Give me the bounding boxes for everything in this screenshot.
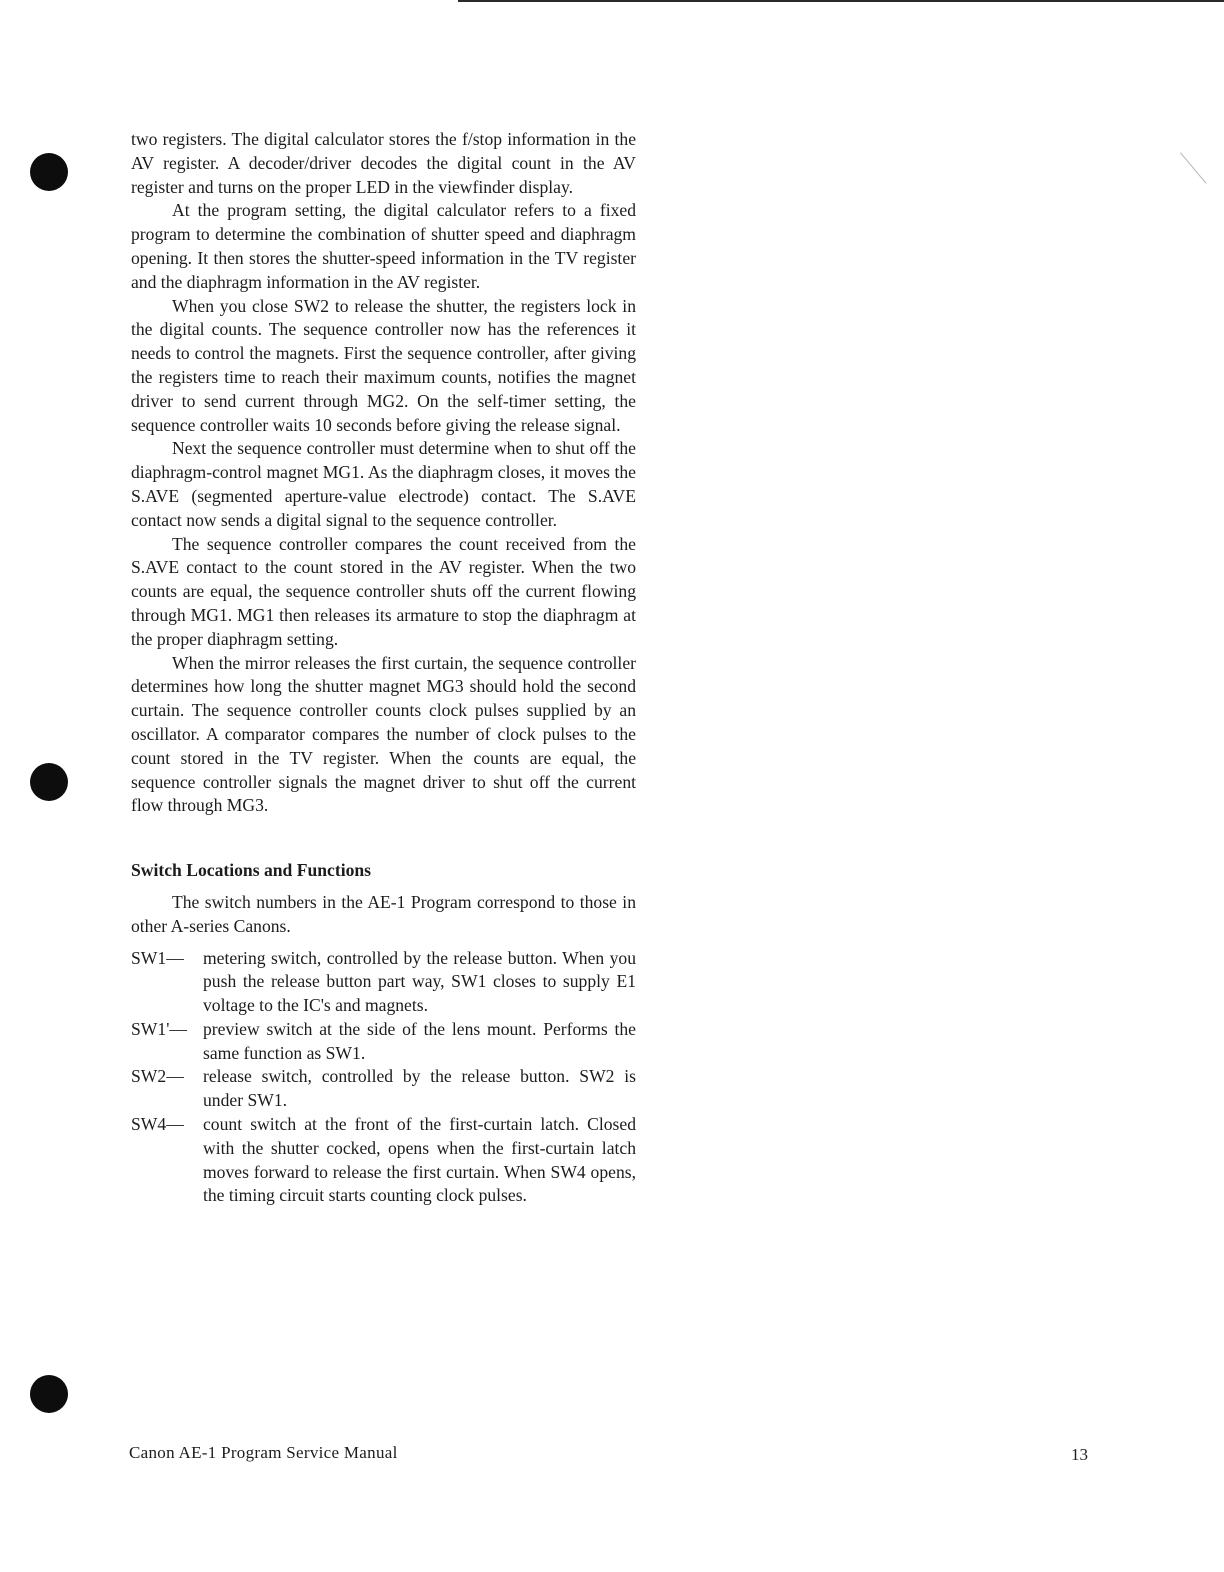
paragraph-diaphragm-control: Next the sequence controller must determine when to shut off the diaphragm-control magnet MG1. As the diaphragm closes, it moves the S.AVE (segmented aperture-value electrode) contact. The S.AVE contact now sends a digital signal to the sequence controller. bbox=[131, 438, 636, 530]
section-heading-switches: Switch Locations and Functions bbox=[131, 860, 372, 881]
paragraph-registers: two registers. The digital calculator stores the f/stop information in the AV register. A decoder/driver decodes the digital count in the AV register and turns on the proper LED in the viewfinder display. bbox=[131, 129, 636, 197]
paragraph-release-sequence: When you close SW2 to release the shutter, the registers lock in the digital counts. The sequence controller now has the references it needs to control the magnets. First the sequence controller, after giving the registers time to reach their maximum counts, notifies the magnet driver to send current through MG2. On the self-timer setting, the sequence controller waits 10 seconds before giving the release signal. bbox=[131, 295, 636, 435]
switch-label: SW1'— bbox=[131, 1018, 187, 1039]
switch-label: SW4— bbox=[131, 1114, 184, 1135]
footer-manual-title: Canon AE-1 Program Service Manual bbox=[129, 1443, 398, 1462]
binder-hole-top bbox=[30, 153, 68, 191]
binder-hole-middle bbox=[30, 763, 68, 801]
switch-item bbox=[131, 947, 636, 1018]
binder-hole-bottom bbox=[30, 1375, 68, 1413]
paragraph-program-setting: At the program setting, the digital calculator refers to a fixed program to determine the combination of shutter speed and diaphragm opening. It then stores the shutter-speed information in the TV register and the diaphragm information in the AV register. bbox=[131, 200, 636, 292]
paragraph-count-compare: The sequence controller compares the count received from the S.AVE contact to the count stored in the AV register. When the two counts are equal, the sequence controller shuts off the current flowing through MG1. MG1 then releases its armature to stop the diaphragm at the proper diaphragm setting. bbox=[131, 533, 636, 649]
scan-artifact-mark bbox=[1180, 152, 1206, 183]
switch-list bbox=[131, 947, 636, 1209]
switch-item bbox=[131, 1113, 636, 1208]
switch-item bbox=[131, 1018, 636, 1066]
switch-description: count switch at the front of the first-curtain latch. Closed with the shutter cocked, opens when the first-curtain latch moves forward to release the first curtain. When SW4 opens, the timing circuit starts counting clock pulses. bbox=[203, 1114, 636, 1206]
switch-label: SW2— bbox=[131, 1066, 184, 1087]
switch-description: metering switch, controlled by the release button. When you push the release button part way, SW1 closes to supply E1 voltage to the IC's and magnets. bbox=[203, 947, 636, 1016]
section-intro: The switch numbers in the AE-1 Program correspond to those in other A-series Canons. bbox=[131, 891, 636, 936]
page-body bbox=[131, 128, 636, 1208]
switch-label: SW1— bbox=[131, 947, 184, 968]
page-number: 13 bbox=[1071, 1445, 1088, 1464]
top-edge-rule bbox=[458, 0, 1224, 2]
switch-item bbox=[131, 1065, 636, 1113]
paragraph-shutter-timing: When the mirror releases the first curtain, the sequence controller determines how long the shutter magnet MG3 should hold the second curtain. The sequence controller counts clock pulses supplied by an oscillator. A comparator compares the number of clock pulses to the count stored in the TV register. When the counts are equal, the sequence controller signals the magnet driver to shut off the current flow through MG3. bbox=[131, 652, 636, 816]
switch-description: release switch, controlled by the release button. SW2 is under SW1. bbox=[203, 1066, 636, 1111]
switch-description: preview switch at the side of the lens mount. Performs the same function as SW1. bbox=[203, 1018, 636, 1063]
